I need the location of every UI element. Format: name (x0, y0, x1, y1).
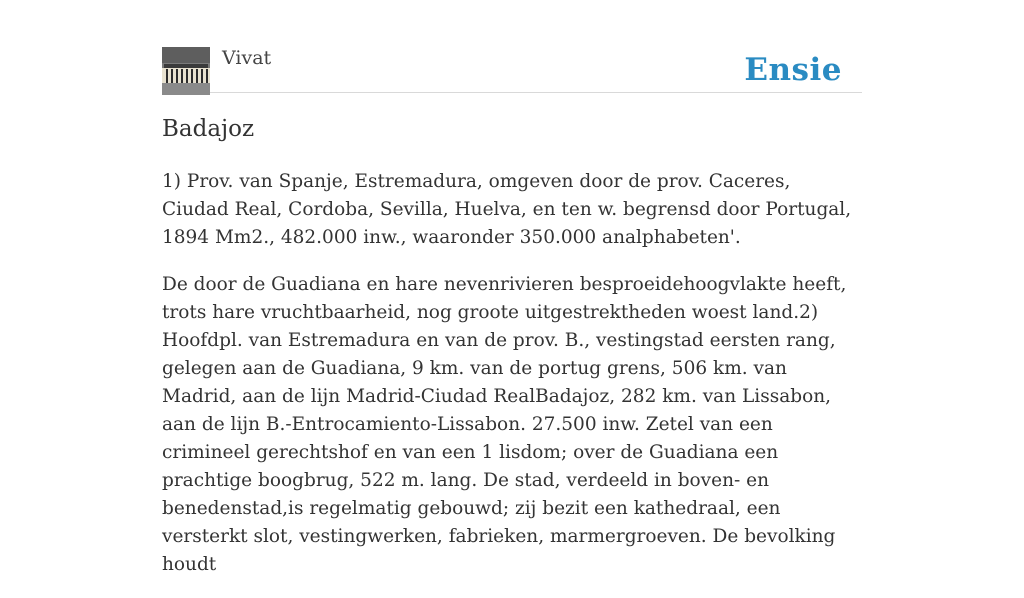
username[interactable]: Vivat (222, 47, 272, 69)
paragraph: De door de Guadiana en hare nevenrivieren besproeidehoogvlakte heeft, trots hare vruchtbaarheid, nog groote uitgestrektheden woest land.2) Hoofdpl. van Estremadura en van de prov. B., vestingstad eersten rang, gelegen aan de Guadiana, 9 km. van de portug grens, 506 km. van Madrid, aan de lijn Madrid-Ciudad RealBadajoz, 282 km. van Lissabon, aan de lijn B.-Entrocamiento-Lissabon. 27.500 inw. Zetel van een crimineel gerechtshof en van een 1 lisdom; over de Guadiana een prachtige boogbrug, 522 m. lang. De stad, verdeeld in boven- en benedenstad,is regelmatig gebouwd; zij bezit een kathedraal, een versterkt slot, vestingwerken, fabrieken, marmergroeven. De bevolking houdt (162, 274, 847, 575)
library-building-avatar-icon[interactable] (162, 47, 210, 95)
paragraph: 1) Prov. van Spanje, Estremadura, omgeven door de prov. Caceres, Ciudad Real, Cordoba, Sevilla, Huelva, en ten w. begrensd door Portugal, 1894 Mm2., 482.000 inw., waaronder 350.000 analphabeten'. (162, 171, 852, 248)
site-logo[interactable]: Ensie (744, 52, 842, 88)
article-body (162, 168, 852, 598)
site-header (162, 46, 862, 93)
page-title: Badajoz (162, 116, 255, 142)
